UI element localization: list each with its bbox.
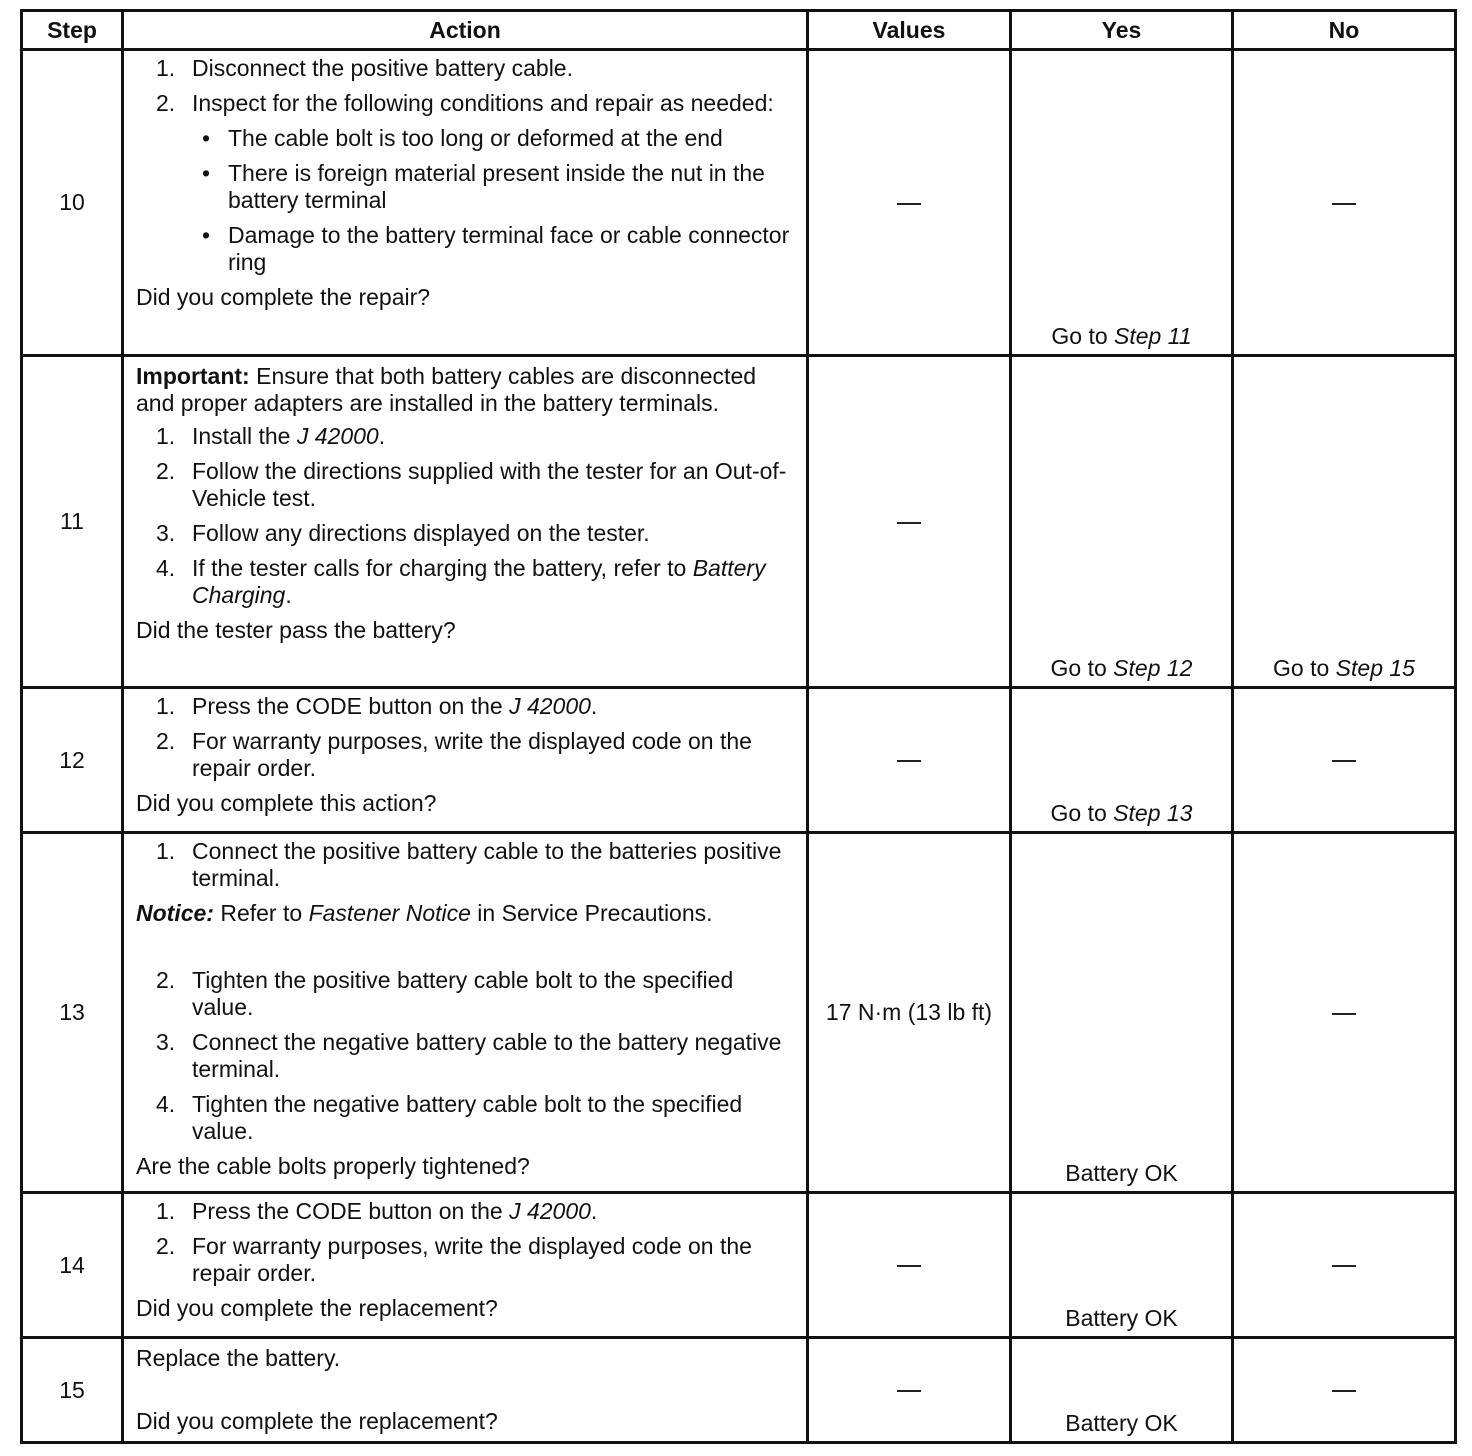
values-cell — [808, 688, 1011, 833]
item-text: Press the CODE button on the — [192, 693, 510, 719]
table-row — [22, 688, 1456, 833]
item-number: 2. — [156, 728, 176, 754]
table-row — [22, 1193, 1456, 1338]
list-item — [136, 55, 796, 82]
question-text: Did you complete this action? — [136, 790, 437, 816]
goto-prefix: Go to — [1273, 655, 1336, 681]
question-text: Did the tester pass the battery? — [136, 617, 456, 643]
item-text: If the tester calls for charging the battery, refer to — [192, 555, 693, 581]
item-number: 2. — [156, 90, 176, 116]
item-number: 2. — [156, 458, 176, 484]
action-cell — [123, 833, 808, 1193]
item-text: Install the — [192, 423, 297, 449]
question-text: Did you complete the replacement? — [136, 1408, 498, 1434]
table-row — [22, 833, 1456, 1193]
tool-name: J 42000 — [296, 423, 379, 449]
item-text: Tighten the positive battery cable bolt to the specified value. — [192, 967, 734, 1020]
bullet-item: • There is foreign material present inside the nut in the battery terminal — [192, 160, 796, 214]
dash — [1332, 1390, 1356, 1392]
item-text: Inspect for the following conditions and repair as needed: — [192, 90, 774, 116]
question-text: Did you complete the replacement? — [136, 1295, 498, 1321]
notice-text: in Service Precautions. — [470, 900, 713, 926]
goto-prefix: Go to — [1050, 800, 1114, 826]
yes-cell — [1011, 688, 1233, 833]
action-steps — [136, 838, 796, 892]
condition-list — [192, 125, 796, 276]
action-steps — [136, 423, 796, 609]
values-cell: 17 N·m (13 lb ft) — [808, 833, 1011, 1193]
spacer — [136, 933, 796, 963]
diagnostic-table — [20, 9, 1457, 1444]
notice-note — [136, 900, 796, 927]
list-item — [136, 458, 796, 512]
step-number: 10 — [22, 50, 123, 356]
item-number: 4. — [156, 1091, 176, 1117]
dash — [1332, 760, 1356, 762]
bullet-item: • Damage to the battery terminal face or cable connector ring — [192, 222, 796, 276]
values-cell — [808, 50, 1011, 356]
action-steps — [136, 967, 796, 1145]
item-number: 1. — [156, 55, 176, 81]
step-number: 12 — [22, 688, 123, 833]
item-number: 3. — [156, 1029, 176, 1055]
dash — [897, 203, 921, 205]
item-text: Follow any directions displayed on the tester. — [192, 520, 650, 546]
item-text: . — [285, 582, 292, 608]
list-item — [136, 838, 796, 892]
dash — [1332, 1013, 1356, 1015]
list-item — [136, 693, 796, 720]
step-number: 13 — [22, 833, 123, 1193]
question-text: Did you complete the repair? — [136, 284, 431, 310]
goto-prefix: Go to — [1051, 323, 1115, 349]
bullet-item: • The cable bolt is too long or deformed at the end — [192, 125, 796, 152]
action-cell — [123, 688, 808, 833]
item-text: For warranty purposes, write the displayed code on the repair order. — [192, 1233, 752, 1286]
values-cell — [808, 1193, 1011, 1338]
values-cell — [808, 1338, 1011, 1443]
step-link[interactable]: Step 15 — [1335, 655, 1415, 681]
yes-cell: Battery OK — [1011, 833, 1233, 1193]
tool-name: J 42000 — [509, 1198, 591, 1224]
item-text: . — [590, 1198, 598, 1224]
header-action: Action — [123, 11, 808, 50]
list-item — [136, 1233, 796, 1287]
yes-cell: Battery OK — [1011, 1193, 1233, 1338]
item-text: For warranty purposes, write the displayed code on the repair order. — [192, 728, 752, 781]
list-item — [136, 520, 796, 547]
item-text: Tighten the negative battery cable bolt to the specified value. — [192, 1091, 743, 1144]
item-number: 2. — [156, 967, 176, 993]
important-note — [136, 363, 796, 417]
no-cell — [1233, 1338, 1456, 1443]
item-text: Follow the directions supplied with the tester for an Out-of-Vehicle test. — [192, 458, 787, 511]
step-link[interactable]: Step 11 — [1114, 323, 1192, 349]
table-row — [22, 356, 1456, 688]
item-number: 1. — [156, 693, 176, 719]
dash — [897, 522, 921, 524]
action-cell — [123, 50, 808, 356]
step-number: 15 — [22, 1338, 123, 1443]
dash — [1332, 1265, 1356, 1267]
action-steps — [136, 55, 796, 276]
no-cell — [1233, 688, 1456, 833]
yes-cell: Battery OK — [1011, 1338, 1233, 1443]
list-item — [136, 423, 796, 450]
list-item — [136, 1091, 796, 1145]
item-number: 4. — [156, 555, 176, 581]
important-label: Important: — [136, 363, 250, 389]
list-item — [136, 1029, 796, 1083]
item-text: Disconnect the positive battery cable. — [192, 55, 573, 81]
list-item — [136, 728, 796, 782]
action-cell — [123, 1338, 808, 1443]
header-no: No — [1233, 11, 1456, 50]
item-text: Connect the positive battery cable to the batteries positive terminal. — [192, 838, 782, 891]
tool-name: J 42000 — [509, 693, 591, 719]
item-text: . — [590, 693, 598, 719]
table-row — [22, 1338, 1456, 1443]
step-link[interactable]: Step 13 — [1113, 800, 1193, 826]
action-steps — [136, 1198, 796, 1287]
reference-link[interactable]: Battery Charging — [192, 555, 766, 608]
question-text: Are the cable bolts properly tightened? — [136, 1153, 530, 1179]
list-item — [136, 555, 796, 609]
item-number: 1. — [156, 1198, 176, 1224]
action-text: Replace the battery. — [136, 1345, 341, 1371]
action-cell — [123, 356, 808, 688]
important-text: Ensure that both battery cables are disconnected and proper adapters are installed in the battery terminals. — [136, 363, 757, 416]
notice-label: Notice: — [136, 900, 214, 926]
action-cell — [123, 1193, 808, 1338]
reference-link[interactable]: Fastener Notice — [308, 900, 471, 926]
no-cell — [1233, 356, 1456, 688]
list-item — [136, 90, 796, 276]
dash — [897, 1265, 921, 1267]
item-text: Connect the negative battery cable to the battery negative terminal. — [192, 1029, 782, 1082]
item-number: 3. — [156, 520, 176, 546]
step-number: 11 — [22, 356, 123, 688]
yes-cell — [1011, 356, 1233, 688]
dash — [897, 1390, 921, 1392]
header-values: Values — [808, 11, 1011, 50]
header-step: Step — [22, 11, 123, 50]
values-cell — [808, 356, 1011, 688]
table-row — [22, 50, 1456, 356]
yes-cell — [1011, 50, 1233, 356]
item-number: 1. — [156, 838, 176, 864]
list-item — [136, 1198, 796, 1225]
dash — [1332, 203, 1356, 205]
notice-text: Refer to — [220, 900, 309, 926]
action-steps — [136, 693, 796, 782]
item-text: . — [378, 423, 386, 449]
item-number: 1. — [156, 423, 176, 449]
dash — [897, 760, 921, 762]
step-number: 14 — [22, 1193, 123, 1338]
step-link[interactable]: Step 12 — [1113, 655, 1193, 681]
no-cell — [1233, 1193, 1456, 1338]
header-row — [22, 11, 1456, 50]
no-cell — [1233, 50, 1456, 356]
list-item — [136, 967, 796, 1021]
item-text: Press the CODE button on the — [192, 1198, 510, 1224]
header-yes: Yes — [1011, 11, 1233, 50]
goto-prefix: Go to — [1050, 655, 1114, 681]
no-cell — [1233, 833, 1456, 1193]
item-number: 2. — [156, 1233, 176, 1259]
